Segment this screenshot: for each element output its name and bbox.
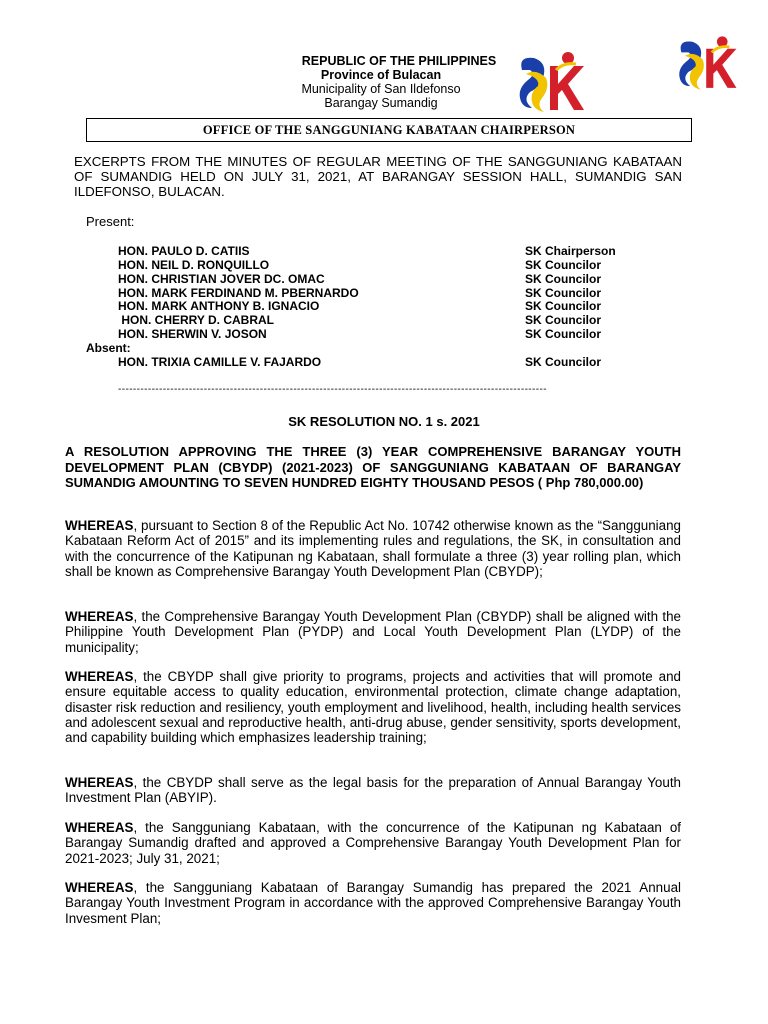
whereas-label: WHEREAS [65,609,134,624]
whereas-clause [65,669,681,745]
absent-label: Absent: [86,341,131,355]
attendee-role: SK Councilor [525,272,602,286]
attendee-role: SK Councilor [525,286,602,300]
attendee-role: SK Councilor [525,313,602,327]
attendee-role: SK Councilor [525,258,602,272]
whereas-clause [65,775,681,806]
whereas-label: WHEREAS [65,775,134,790]
attendee-name: HON. PAULO D. CATIIS [118,244,250,258]
header-republic: REPUBLIC OF THE PHILIPPINES [301,54,497,68]
whereas-label: WHEREAS [65,518,134,533]
separator-line: ------------------------------------------------------------------------------------------------------------------- [118,384,547,395]
header-barangay: Barangay Sumandig [324,96,438,110]
whereas-text: , the Sangguniang Kabataan of Barangay Sumandig has prepared the 2021 Annual Barangay Youth Investment Program in accordance with the approved Comprehensive Barangay Youth Invesment Plan; [65,880,681,926]
attendee-name: HON. SHERWIN V. JOSON [118,327,267,341]
absentee-role: SK Councilor [525,355,602,369]
whereas-text: , the CBYDP shall serve as the legal basis for the preparation of Annual Barangay Youth Investment Plan (ABYIP). [65,775,681,806]
whereas-text: , the CBYDP shall give priority to programs, projects and activities that will promote and ensure equitable access to quality education, environmental protection, climate change adaptation, disaster risk reduction and resiliency, youth employment and livelihood, health, including health services and adolescent sexual and reproductive health, anti-drug abuse, gender sensitivity, sports development, and capability building which emphasizes leadership training; [65,669,681,746]
whereas-text: , pursuant to Section 8 of the Republic Act No. 10742 otherwise known as the “Sangguniang Kabataan Reform Act of 2015” and its implementing rules and regulations, the SK, in consultation and with the concurrence of the Katipunan ng Kabataan, shall formulate a three (3) year rolling plan, which shall be known as Comprehensive Barangay Youth Development Plan (CBYDP); [65,518,681,579]
whereas-text: , the Comprehensive Barangay Youth Development Plan (CBYDP) shall be aligned with the Philippine Youth Development Plan (PYDP) and Local Youth Development Plan (LYDP) of the municipality; [65,609,681,655]
attendee-name: HON. CHERRY D. CABRAL [118,313,275,327]
whereas-text: , the Sangguniang Kabataan, with the concurrence of the Katipunan ng Kabataan of Barangay Sumandig drafted and approved a Comprehensive Barangay Youth Development Plan for 2021-2023; July 31, 2021; [65,820,681,866]
absentee-name: HON. TRIXIA CAMILLE V. FAJARDO [118,355,322,369]
header-province: Province of Bulacan [320,68,442,82]
attendee-name: HON. MARK ANTHONY B. IGNACIO [118,299,320,313]
whereas-label: WHEREAS [65,880,134,895]
office-title: OFFICE OF THE SANGGUNIANG KABATAAN CHAIRPERSON [86,118,692,142]
whereas-label: WHEREAS [65,669,134,684]
whereas-clause [65,518,681,579]
whereas-clause [65,820,681,866]
whereas-label: WHEREAS [65,820,134,835]
minutes-excerpt: EXCERPTS FROM THE MINUTES OF REGULAR MEETING OF THE SANGGUNIANG KABATAAN OF SUMANDIG HELD ON JULY 31, 2021, AT BARANGAY SESSION HALL, SUMANDIG SAN ILDEFONSO, BULACAN. [74,154,682,199]
resolution-number: SK RESOLUTION NO. 1 s. 2021 [288,414,480,429]
attendee-role: SK Councilor [525,299,602,313]
sk-logo-right [676,32,740,99]
resolution-title: A RESOLUTION APPROVING THE THREE (3) YEAR COMPREHENSIVE BARANGAY YOUTH DEVELOPMENT PLAN (CBYDP) (2021-2023) OF SANGGUNIANG KABATAAN OF BARANGAY SUMANDIG AMOUNTING TO SEVEN HUNDRED EIGHTY THOUSAND PESOS ( Php 780,000.00) [65,444,681,490]
sk-logo-left [516,48,588,121]
attendee-name: HON. CHRISTIAN JOVER DC. OMAC [118,272,325,286]
whereas-clause [65,880,681,926]
attendee-role: SK Chairperson [525,244,616,258]
whereas-clause [65,609,681,655]
header-municipality: Municipality of San Ildefonso [301,82,461,96]
attendee-role: SK Councilor [525,327,602,341]
attendee-name: HON. NEIL D. RONQUILLO [118,258,270,272]
attendee-name: HON. MARK FERDINAND M. PBERNARDO [118,286,359,300]
present-label: Present: [86,214,135,229]
